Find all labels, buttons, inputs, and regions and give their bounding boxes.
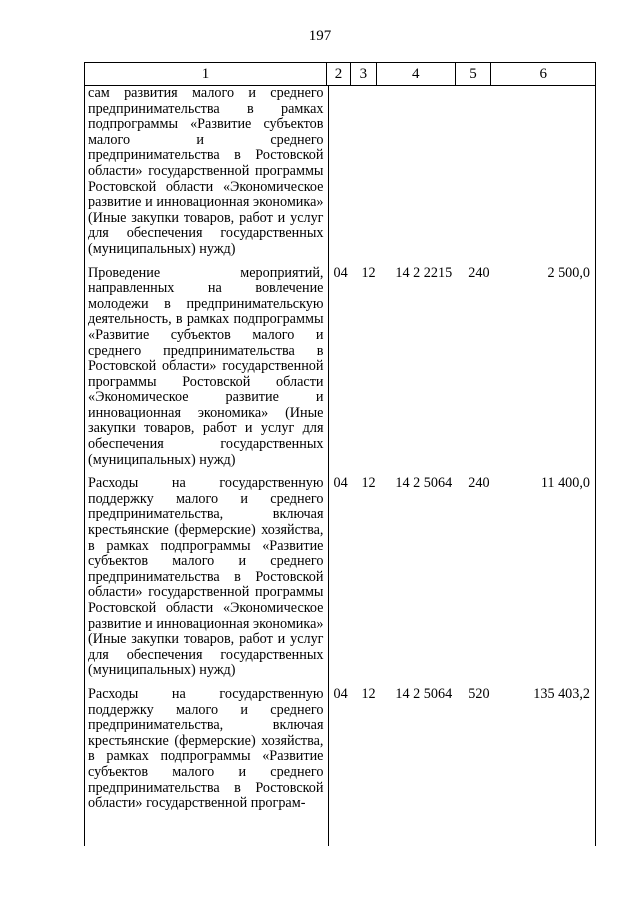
row-target-code: 14 2 5064 (395, 685, 453, 702)
row-section: 04 (333, 475, 348, 492)
table-row (84, 476, 596, 679)
row-description: сам развития малого и среднего предпринимательства в рамках подпрограммы «Развитие субъектов малого и среднего предпринимательства в Ростовской области» государственной программы Ростовской области «Экономическое развитие и инновационная экономика» (Иные закупки товаров, работ и услуг для обеспечения государственных (муниципальных) нужд) (88, 85, 324, 257)
header-col-6: 6 (539, 65, 547, 82)
row-target-code: 14 2 2215 (395, 264, 453, 281)
row-expense-type: 240 (468, 264, 490, 281)
row-amount: 135 403,2 (533, 685, 590, 702)
header-col-5: 5 (456, 63, 492, 85)
row-target-code: 14 2 5064 (395, 475, 453, 492)
row-subsection: 12 (361, 685, 376, 702)
row-description: Проведение мероприятий, направленных на вовлечение молодежи в предпринимательскую деятельность, в рамках подпрограммы «Развитие субъектов малого и среднего предпринимательства в Ростовской области» государственной программы Ростовской области «Экономическое развитие и инновационная экономика» (Иные закупки товаров, работ и услуг для обеспечения государственных (муниципальных) нужд) (88, 264, 324, 468)
table-row (84, 266, 596, 469)
row-description: Расходы на государственную поддержку малого и среднего предпринимательства, включая крестьянские (фермерские) хозяйства, в рамках подпрограммы «Развитие субъектов малого и среднего предпринимательства в Ростовской области» государственной програм- (88, 685, 324, 812)
table-row (84, 687, 596, 812)
table-rows (84, 86, 596, 812)
row-target-code (377, 86, 456, 258)
row-subsection: 12 (361, 264, 376, 281)
page-number: 197 (308, 28, 332, 44)
row-amount: 2 500,0 (547, 264, 590, 281)
row-section (327, 86, 351, 258)
header-col-4: 4 (377, 63, 456, 85)
row-amount: 11 400,0 (540, 475, 590, 492)
header-col-2: 2 (327, 63, 351, 85)
row-amount (492, 86, 596, 258)
row-description: Расходы на государственную поддержку малого и среднего предпринимательства, включая крестьянские (фермерские) хозяйства, в рамках подпрограммы «Развитие субъектов малого и среднего предпринимательства в Ростовской области» государственной программы Ростовской области «Экономическое развитие и инновационная экономика» (Иные закупки товаров, работ и услуг для обеспечения государственных (муниципальных) нужд) (88, 475, 324, 679)
row-expense-type: 520 (468, 685, 490, 702)
row-subsection: 12 (361, 475, 376, 492)
row-section: 04 (333, 685, 348, 702)
row-subsection (351, 86, 377, 258)
row-section: 04 (333, 264, 348, 281)
table-row (84, 86, 596, 258)
table-header (84, 62, 596, 86)
row-expense-type: 240 (468, 475, 490, 492)
row-expense-type (456, 86, 492, 258)
header-col-1: 1 (85, 63, 327, 85)
header-col-3: 3 (351, 63, 377, 85)
